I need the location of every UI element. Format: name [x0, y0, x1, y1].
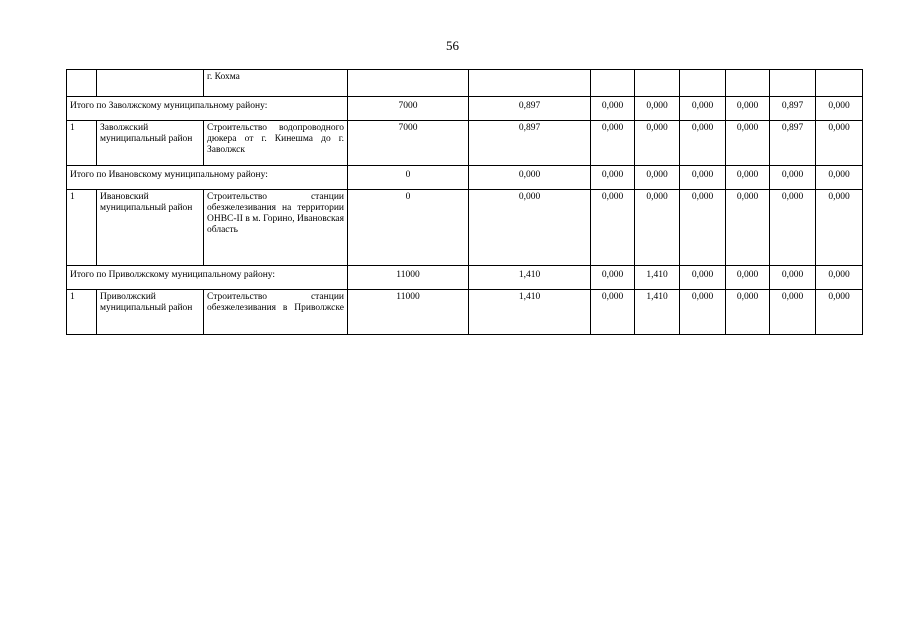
- value-cell: 0,000: [591, 97, 635, 121]
- value-cell: 0,000: [591, 266, 635, 290]
- value-cell: 0,000: [726, 190, 770, 266]
- value-cell: 11000: [348, 290, 469, 335]
- value-cell: 0,000: [680, 290, 726, 335]
- district-cell: Ивановский муниципальный район: [97, 190, 204, 266]
- value-cell: 0,000: [726, 166, 770, 190]
- no-cell: 1: [67, 121, 97, 166]
- total-label: Итого по Заволжскому муниципальному району:: [67, 97, 348, 121]
- object-cell: Строительство станции обезжелезивания на территории ОНВС-II в м. Горино, Ивановская область: [204, 190, 348, 266]
- value-cell: 1,410: [635, 266, 680, 290]
- no-cell: [67, 70, 97, 97]
- value-cell: 0,000: [726, 121, 770, 166]
- object-cell: Строительство водопроводного дюкера от г. Кинешма до г. Заволжск: [204, 121, 348, 166]
- value-cell: 0,000: [726, 266, 770, 290]
- value-cell: 1,410: [635, 290, 680, 335]
- value-cell: 0,000: [816, 190, 863, 266]
- total-label: Итого по Приволжскому муниципальному району:: [67, 266, 348, 290]
- table-row: [67, 121, 863, 166]
- value-cell: 0,000: [680, 121, 726, 166]
- value-cell: 0,000: [770, 266, 816, 290]
- value-cell: 7000: [348, 121, 469, 166]
- object-cell: г. Кохма: [204, 70, 348, 97]
- value-cell: 0,897: [770, 97, 816, 121]
- value-cell: 0,897: [770, 121, 816, 166]
- value-cell: 11000: [348, 266, 469, 290]
- total-label: Итого по Ивановскому муниципальному району:: [67, 166, 348, 190]
- page-number: 56: [446, 38, 459, 53]
- value-cell: 1,410: [469, 266, 591, 290]
- value-cell: 0,000: [469, 166, 591, 190]
- value-cell: 0,000: [680, 97, 726, 121]
- value-cell: 0,000: [635, 121, 680, 166]
- value-cell: 1,410: [469, 290, 591, 335]
- table-row: [67, 70, 863, 97]
- district-cell: Приволжский муниципальный район: [97, 290, 204, 335]
- value-cell: 0,000: [770, 166, 816, 190]
- district-total-row: [67, 266, 863, 290]
- no-cell: 1: [67, 190, 97, 266]
- table-row: [67, 290, 863, 335]
- no-cell: 1: [67, 290, 97, 335]
- table-row: [67, 190, 863, 266]
- value-cell: 0: [348, 190, 469, 266]
- budget-table: [66, 69, 863, 335]
- value-cell: 0,000: [816, 266, 863, 290]
- district-total-row: [67, 97, 863, 121]
- value-cell: 0,000: [816, 97, 863, 121]
- value-cell: 0,000: [726, 97, 770, 121]
- value-cell: 0,000: [816, 166, 863, 190]
- value-cell: 0,897: [469, 121, 591, 166]
- value-cell: 0,000: [635, 190, 680, 266]
- value-cell: 0,000: [680, 166, 726, 190]
- value-cell: 0,000: [635, 166, 680, 190]
- value-cell: 0,000: [591, 190, 635, 266]
- value-cell: 0,000: [770, 290, 816, 335]
- value-cell: 0,000: [680, 266, 726, 290]
- value-cell: 0,000: [816, 290, 863, 335]
- value-cell: 0: [348, 166, 469, 190]
- value-cell: 0,897: [469, 97, 591, 121]
- district-cell: [97, 70, 204, 97]
- value-cell: 0,000: [770, 190, 816, 266]
- value-cell: 0,000: [469, 190, 591, 266]
- value-cell: 0,000: [591, 290, 635, 335]
- value-cell: 0,000: [635, 97, 680, 121]
- value-cell: 7000: [348, 97, 469, 121]
- district-total-row: [67, 166, 863, 190]
- district-cell: Заволжский муниципальный район: [97, 121, 204, 166]
- value-cell: 0,000: [816, 121, 863, 166]
- value-cell: 0,000: [726, 290, 770, 335]
- value-cell: 0,000: [680, 190, 726, 266]
- object-cell: Строительство станции обезжелезивания в Приволжске: [204, 290, 348, 335]
- value-cell: 0,000: [591, 121, 635, 166]
- value-cell: 0,000: [591, 166, 635, 190]
